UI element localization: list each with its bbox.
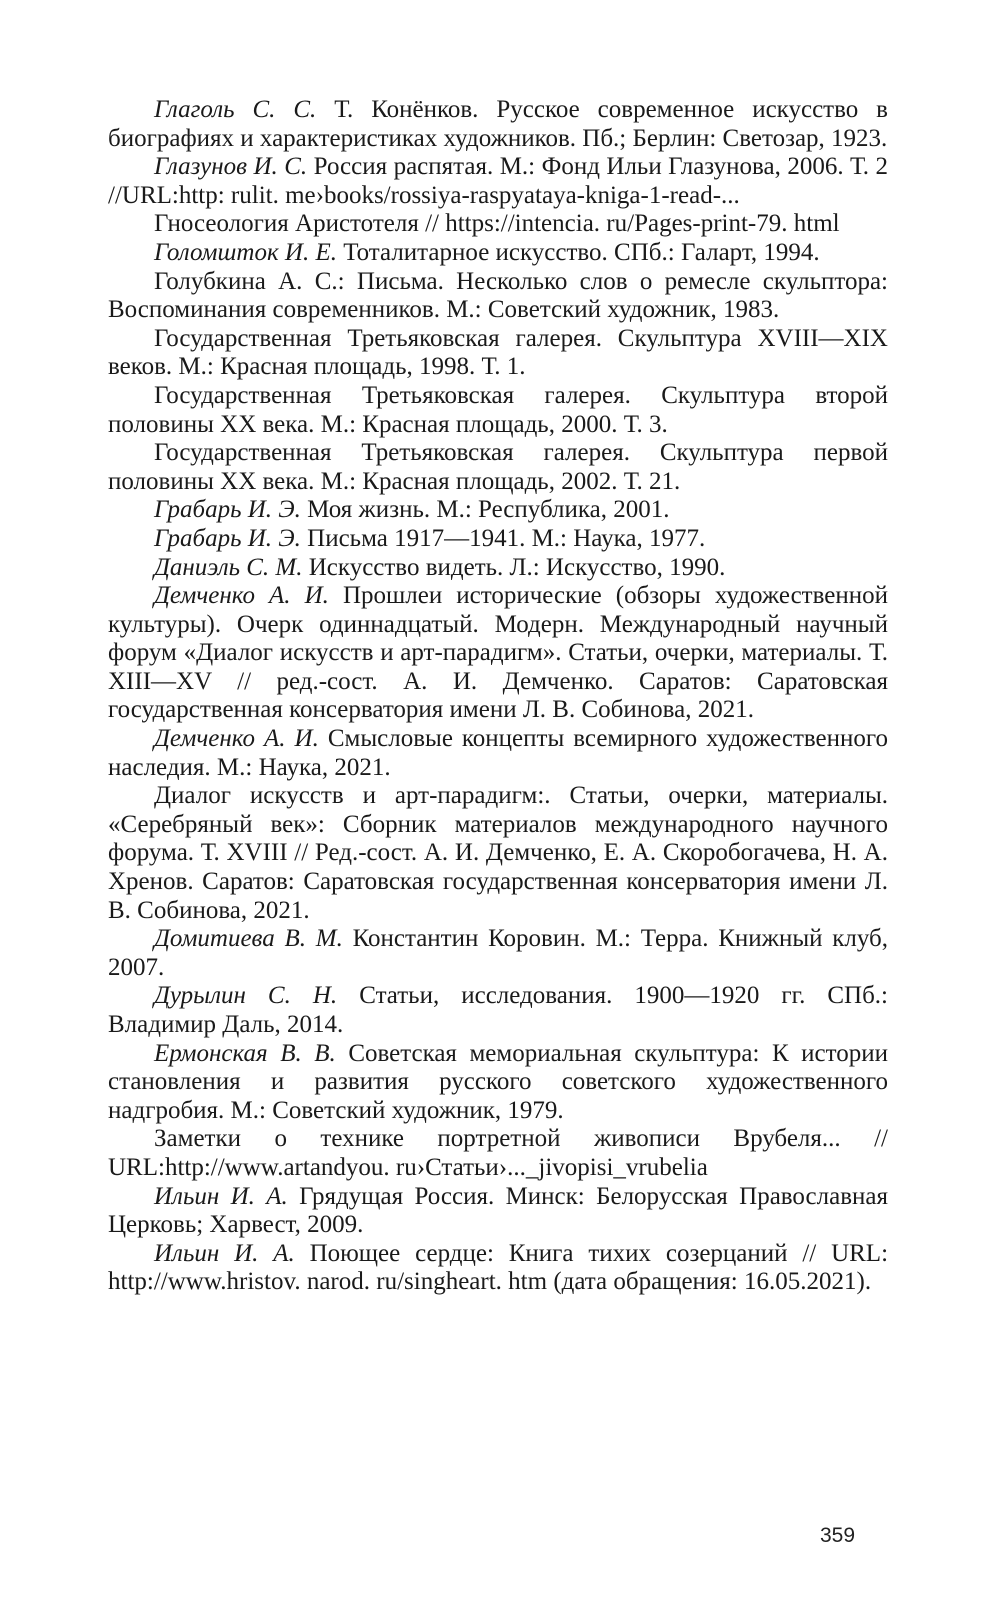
entry-text: Голубкина А. С.: Письма. Несколько слов о ремесле скульптора: Воспоминания современников. М.: Советский художник, 1983. (108, 267, 888, 324)
bibliography-entry (108, 1240, 888, 1297)
bibliography-entry (108, 325, 888, 382)
bibliography-entry (108, 268, 888, 325)
entry-author: Даниэль С. М. (154, 553, 303, 581)
bibliography-entry (108, 925, 888, 982)
entry-text: Грядущая Россия. Минск: Белорусская Православная Церковь; Харвест, 2009. (108, 1182, 888, 1239)
entry-author: Голомшток И. Е. (154, 238, 337, 266)
bibliography-list (108, 96, 888, 1297)
entry-text: Искусство видеть. Л.: Искусство, 1990. (308, 553, 726, 581)
entry-text: Т. Конёнков. Русское современное искусство в биографиях и характеристиках художников. Пб.; Берлин: Светозар, 1923. (108, 96, 888, 152)
entry-author: Ермонская В. В. (154, 1039, 336, 1067)
bibliography-entry (108, 239, 888, 268)
entry-author: Демченко А. И. (154, 725, 319, 753)
entry-text: Гносеология Аристотеля // https://intencia. ru/Pages-print-79. html (154, 210, 840, 238)
entry-author: Дурылин С. Н. (154, 982, 338, 1010)
page-number: 359 (820, 1524, 856, 1547)
bibliography-entry (108, 382, 888, 439)
entry-author: Грабарь И. Э. (154, 496, 301, 524)
entry-author: Глаголь С. С. (154, 96, 317, 123)
entry-text: Россия распятая. М.: Фонд Ильи Глазунова, 2006. Т. 2 //URL:http: rulit. me›books/rossiya-raspyataya-kniga-1-read-... (108, 153, 889, 209)
bibliography-entry (108, 725, 888, 782)
entry-text: Поющее сердце: Книга тихих созерцаний // URL: http://www.hristov. narod. ru/singheart. htm (дата обращения: 16.05.2021). (108, 1239, 889, 1296)
entry-text: Тоталитарное искусство. СПб.: Галарт, 1994. (343, 238, 820, 266)
entry-text: Диалог искусств и арт-парадигм:. Статьи, очерки, материалы. «Серебряный век»: Сборник материалов международного научного форума. Т. XVIII // Ред.-сост. А. И. Демченко, Е. А. Скоробогачева, Н. А. Хренов. Саратов: Саратовская государственная консерватория имени Л. В. Собинова, 2021. (108, 782, 888, 924)
entry-text: Заметки о технике портретной живописи Врубеля... // URL:http://www.artandyou. ru›Статьи›..._jivopisi_vrubelia (108, 1125, 888, 1181)
entry-text: Государственная Третьяковская галерея. Скульптура XVIII—XIX веков. М.: Красная площадь, 1998. Т. 1. (108, 324, 888, 381)
bibliography-entry (108, 582, 888, 725)
bibliography-entry (108, 554, 888, 583)
entry-text: Смысловые концепты всемирного художественного наследия. М.: Наука, 2021. (108, 725, 889, 781)
bibliography-entry (108, 982, 888, 1039)
entry-author: Демченко А. И. (154, 582, 329, 610)
entry-text: Моя жизнь. М.: Республика, 2001. (307, 496, 670, 524)
entry-author: Грабарь И. Э. (154, 524, 301, 552)
bibliography-entry (108, 496, 888, 525)
bibliography-entry (108, 96, 888, 153)
entry-author: Домитиева В. М. (154, 925, 343, 953)
bibliography-entry (108, 1040, 888, 1126)
bibliography-entry (108, 210, 888, 239)
bibliography-entry (108, 439, 888, 496)
bibliography-entry (108, 1125, 888, 1182)
entry-text: Константин Коровин. М.: Терра. Книжный клуб, 2007. (108, 925, 888, 981)
entry-text: Советская мемориальная скульптура: К истории становления и развития русского советского художественного надгробия. М.: Советский художник, 1979. (108, 1039, 889, 1124)
bibliography-entry (108, 153, 888, 210)
entry-text: Государственная Третьяковская галерея. Скульптура первой половины XX века. М.: Красная площадь, 2002. Т. 21. (108, 439, 888, 495)
bibliography-entry (108, 782, 888, 925)
entry-text: Статьи, исследования. 1900—1920 гг. СПб.: Владимир Даль, 2014. (108, 982, 888, 1038)
entry-author: Ильин И. А. (154, 1239, 295, 1267)
entry-text: Прошлеи исторические (обзоры художественной культуры). Очерк одиннадцатый. Модерн. Международный научный форум «Диалог искусств и арт-парадигм». Статьи, очерки, материалы. Т. XIII—XV // ред.-сост. А. И. Демченко. Саратов: Саратовская государственная консерватория имени Л. В. Собинова, 2021. (108, 582, 888, 724)
entry-text: Государственная Третьяковская галерея. Скульптура второй половины XX века. М.: Красная площадь, 2000. Т. 3. (108, 381, 888, 438)
bibliography-entry (108, 525, 888, 554)
bibliography-entry (108, 1183, 888, 1240)
entry-text: Письма 1917—1941. М.: Наука, 1977. (307, 524, 706, 552)
entry-author: Ильин И. А. (154, 1182, 288, 1210)
entry-author: Глазунов И. С. (154, 153, 308, 181)
